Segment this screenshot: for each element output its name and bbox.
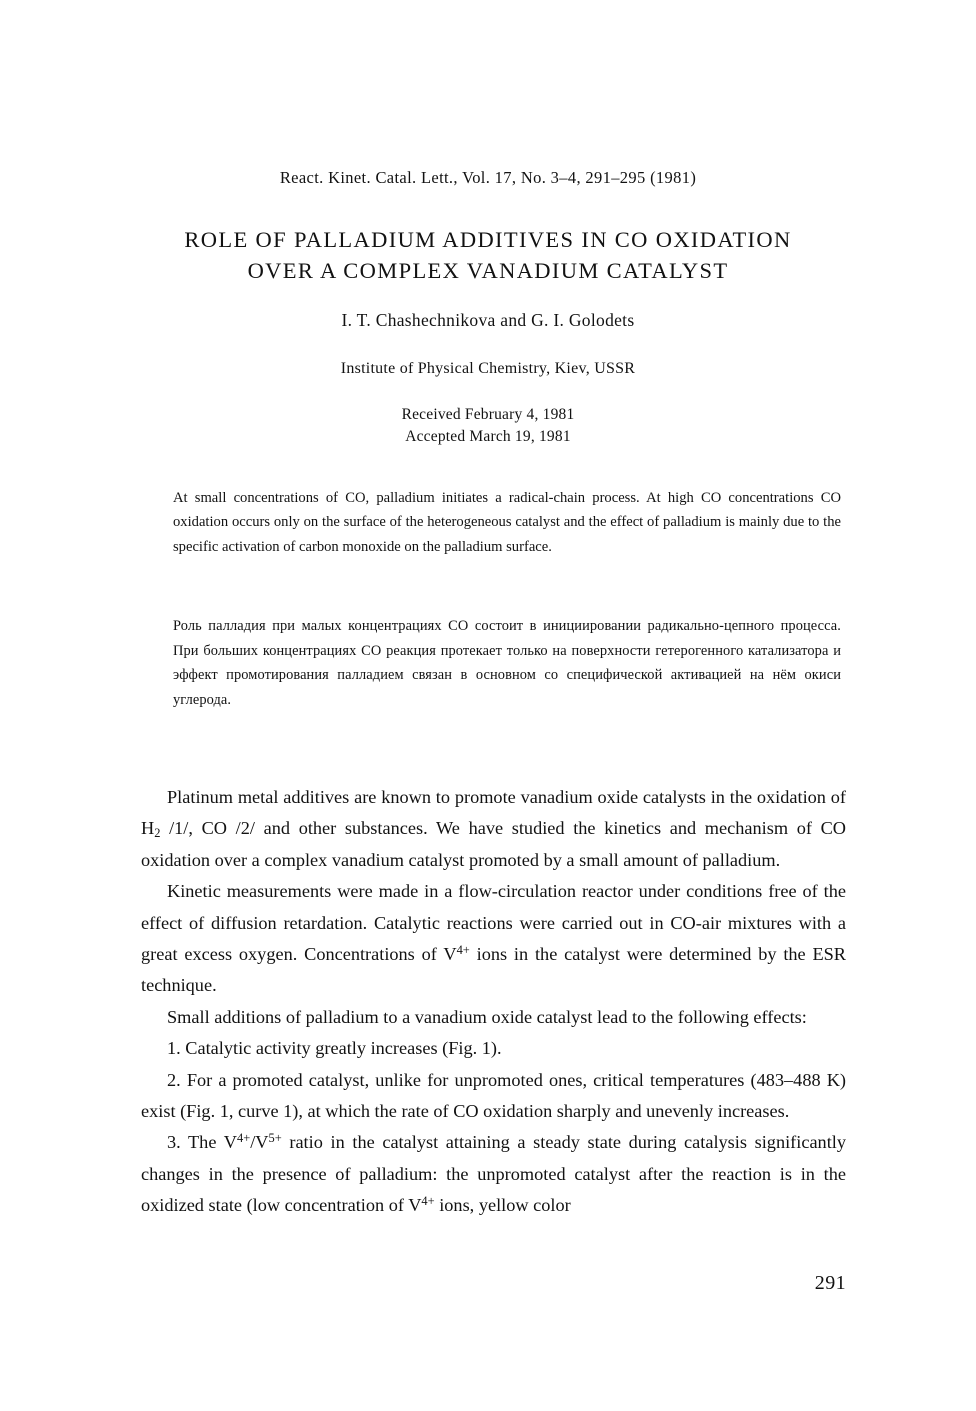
received-date: Received February 4, 1981 bbox=[401, 406, 575, 423]
abstract-russian: Роль палладия при малых концентрациях СО состоит в инициировании радикально-цепного процесса. При больших концентрациях СО реакция протекает только на поверхности гетерогенного катализатора и эффект промотирования палладием связан в основном со специфической активацией на нём окиси углерода. bbox=[173, 618, 841, 708]
numbered-item-3-ratio-separator: /V bbox=[250, 1132, 269, 1153]
numbered-item-1: 1. Catalytic activity greatly increases (Fig. 1). bbox=[167, 1038, 502, 1059]
body-paragraph-1 bbox=[141, 782, 846, 876]
body-paragraph-2-part-b: ions in the catalyst were determined by the ESR technique. bbox=[141, 944, 847, 996]
article-authors: I. T. Chashechnikova and G. I. Golodets bbox=[341, 310, 635, 330]
article-body bbox=[141, 782, 846, 1222]
journal-running-head: React. Kinet. Catal. Lett., Vol. 17, No. 3–4, 291–295 (1981) bbox=[279, 168, 697, 187]
article-title bbox=[0, 224, 976, 286]
abstract-english: At small concentrations of CO, palladium initiates a radical-chain process. At high CO concentrations CO oxidation occurs only on the surface of the heterogeneous catalyst and the effect of palladium is mainly due to the specific activation of carbon monoxide on the palladium surface. bbox=[173, 490, 841, 555]
vanadium-4plus-superscript-ratio: 4+ bbox=[236, 1131, 251, 1146]
body-paragraph-2 bbox=[141, 876, 846, 1002]
article-title-line-2: OVER A COMPLEX VANADIUM CATALYST bbox=[247, 258, 729, 283]
body-paragraph-2-part-a: Kinetic measurements were made in a flow-circulation reactor under conditions free of the effect of diffusion retardation. Catalytic reactions were carried out in CO-air mixtures with a great excess oxygen. Concentrations of V bbox=[141, 881, 846, 965]
numbered-item-3-part-a: 3. The V bbox=[167, 1132, 237, 1153]
vanadium-4plus-superscript: 4+ bbox=[456, 943, 470, 958]
body-paragraph-3: Small additions of palladium to a vanadium oxide catalyst lead to the following effects: bbox=[167, 1006, 807, 1027]
numbered-item-3-part-b: ratio in the catalyst attaining a steady state during catalysis significantly changes in the presence of palladium: the unpromoted catalyst after the reaction is in the oxidized state (low concentration of V bbox=[141, 1132, 846, 1216]
numbered-item-2: 2. For a promoted catalyst, unlike for unpromoted ones, critical temperatures (483–488 K) exist (Fig. 1, curve 1), at which the rate of CO oxidation sharply and unevenly increases. bbox=[141, 1069, 846, 1122]
body-paragraph-1-part-a: Platinum metal additives are known to promote vanadium oxide catalysts in the oxidation of H bbox=[141, 787, 846, 839]
numbered-item-3-part-c: ions, yellow color bbox=[434, 1195, 571, 1216]
vanadium-5plus-superscript: 5+ bbox=[268, 1131, 282, 1146]
article-title-line-1: ROLE OF PALLADIUM ADDITIVES IN CO OXIDATION bbox=[184, 227, 792, 252]
submission-dates bbox=[0, 404, 976, 448]
author-affiliation: Institute of Physical Chemistry, Kiev, USSR bbox=[340, 360, 636, 377]
vanadium-4plus-superscript-tail: 4+ bbox=[421, 1194, 435, 1209]
body-paragraph-1-part-b: /1/, CO /2/ and other substances. We have studied the kinetics and mechanism of CO oxidation over a complex vanadium catalyst promoted by a small amount of palladium. bbox=[141, 818, 846, 870]
page-number: 291 bbox=[814, 1272, 846, 1294]
numbered-item-3 bbox=[141, 1127, 846, 1221]
accepted-date: Accepted March 19, 1981 bbox=[405, 428, 571, 445]
hydrogen-subscript: 2 bbox=[154, 826, 161, 841]
